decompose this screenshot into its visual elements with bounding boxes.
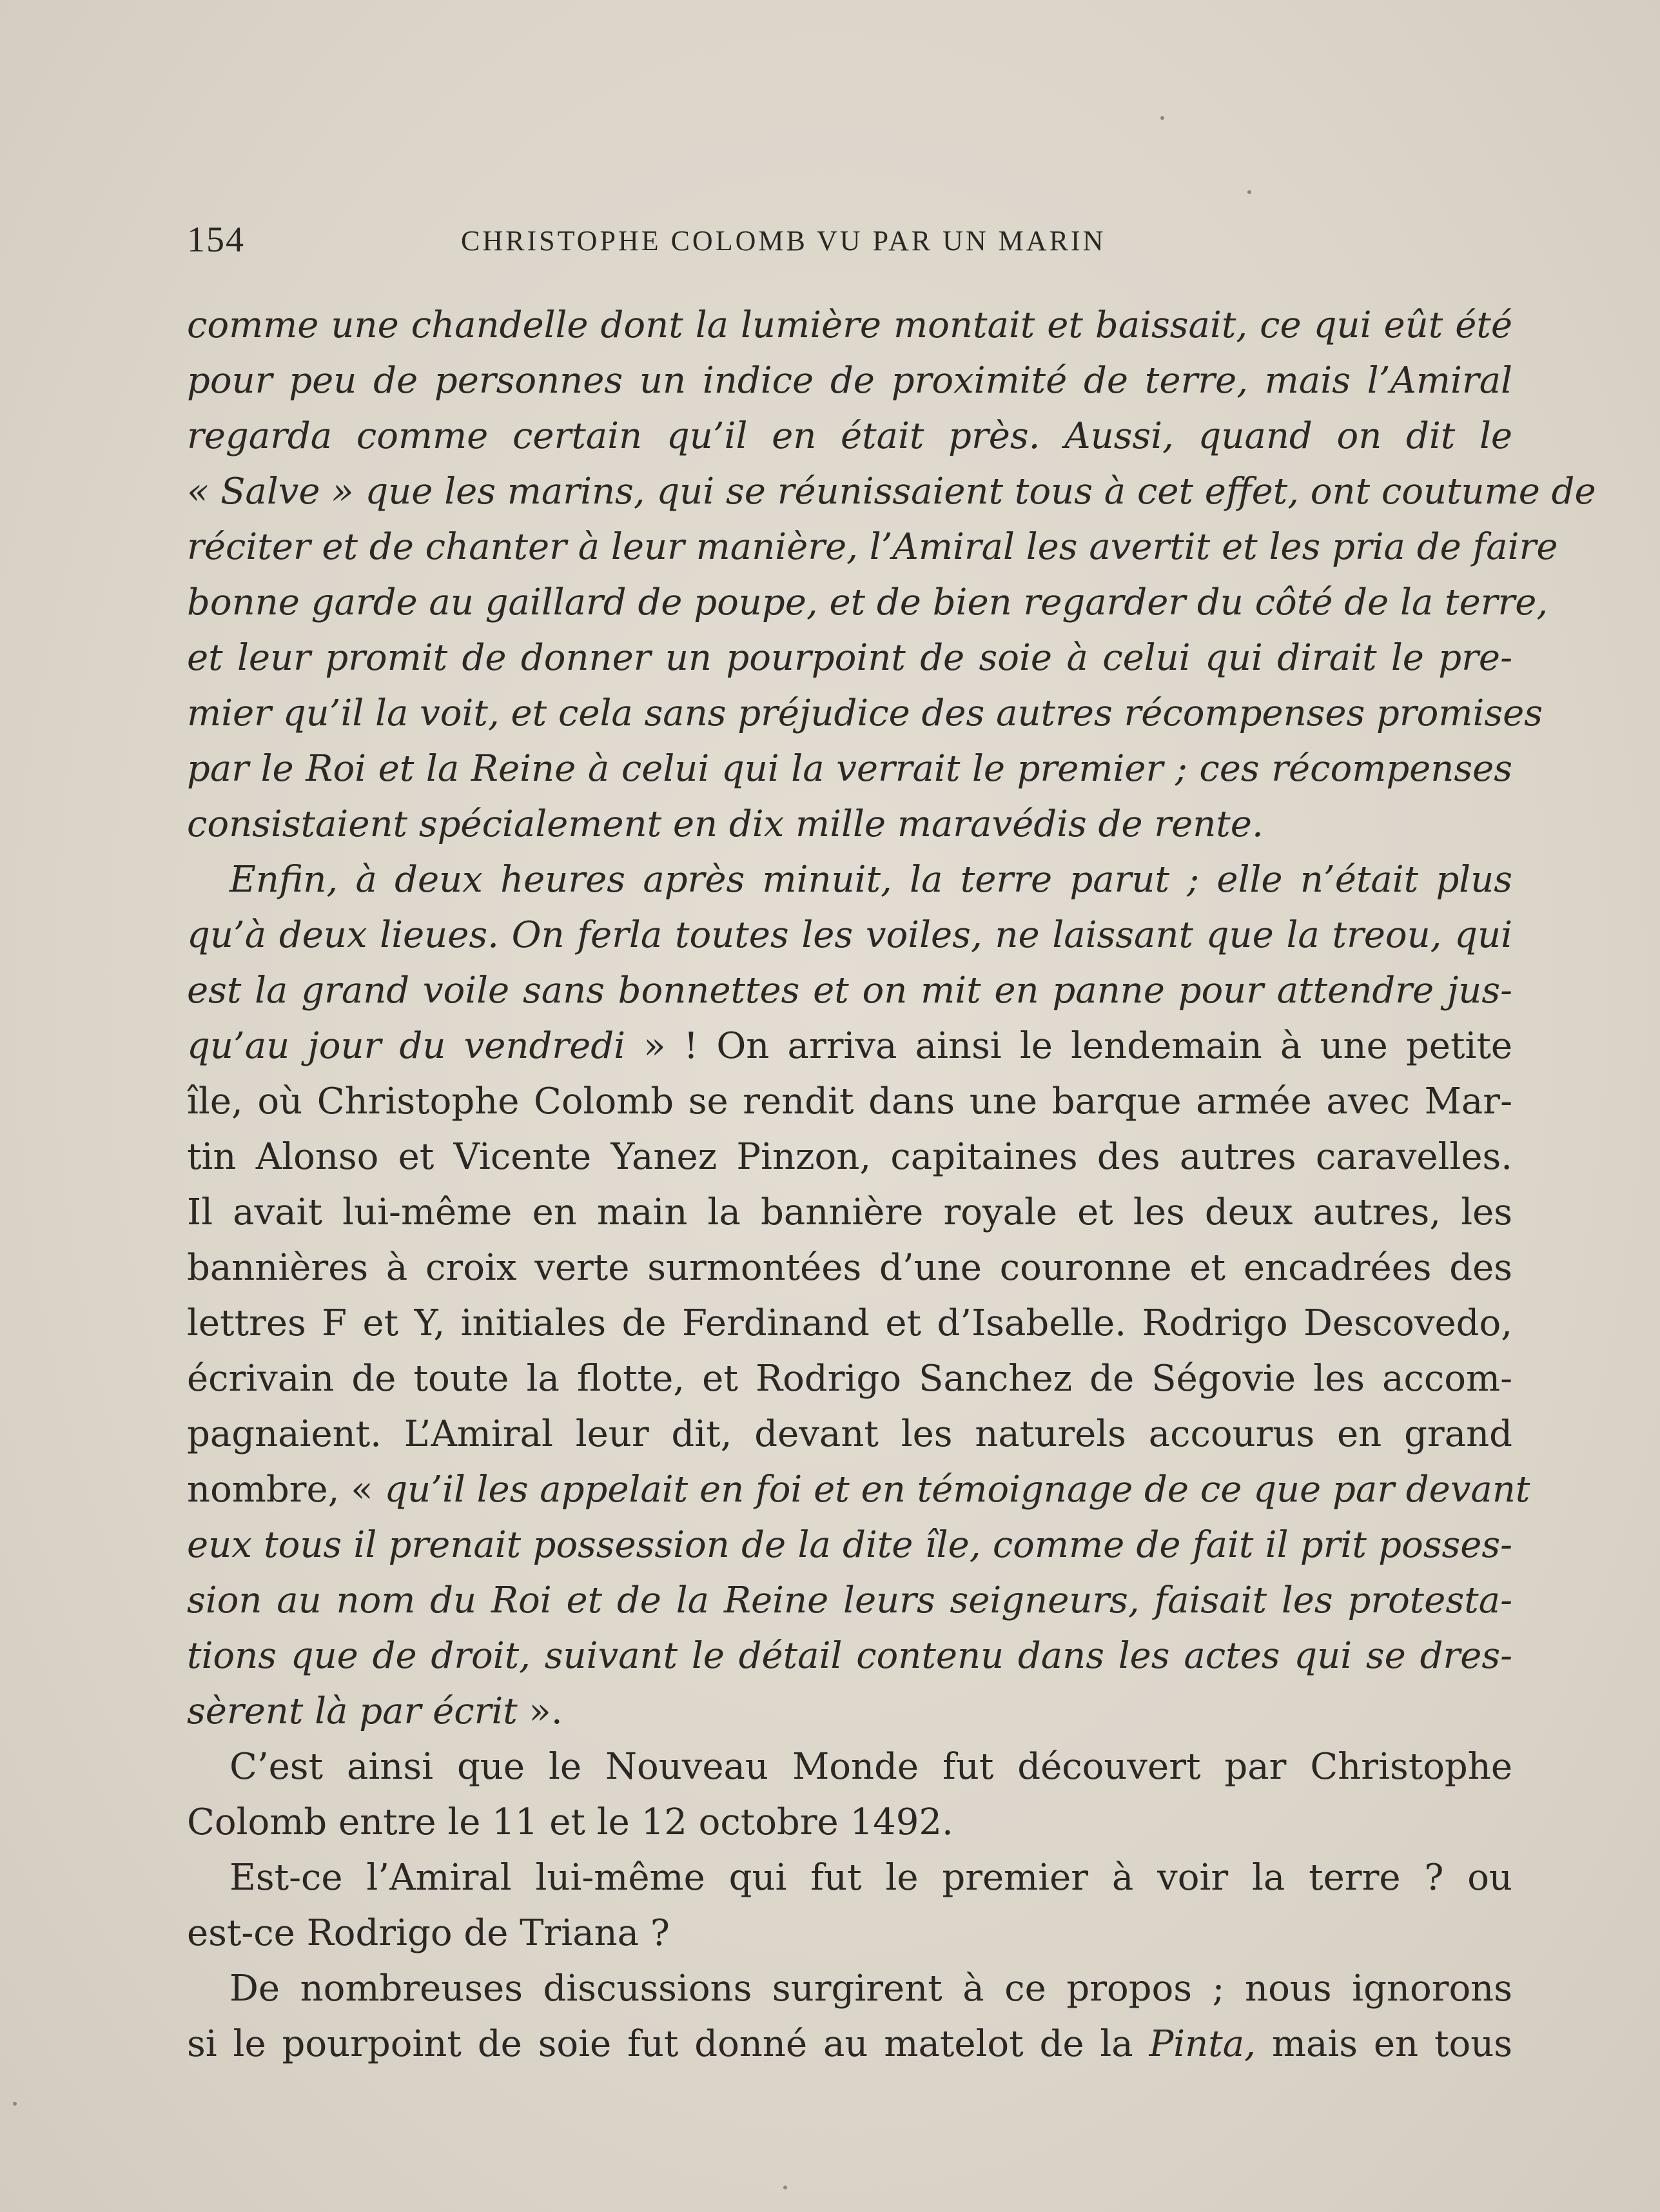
text-line	[187, 1019, 1512, 1074]
text-line: lettres F et Y, initiales de Ferdinand et d’Isabelle. Rodrigo Descovedo,	[187, 1302, 1512, 1344]
italic-span: qu’au jour du vendredi	[187, 1025, 625, 1067]
text-span: ».	[517, 1690, 563, 1732]
text-line: tions que de droit, suivant le détail contenu dans les actes qui se dres-	[187, 1635, 1512, 1677]
text-line: qu’à deux lieues. On ferla toutes les voiles, ne laissant que la treou, qui	[187, 914, 1512, 956]
text-line: pagnaient. L’Amiral leur dit, devant les naturels accourus en grand	[187, 1413, 1512, 1455]
italic-span: sèrent là par écrit	[187, 1690, 518, 1732]
text-span: mais en tous	[1255, 2023, 1512, 2065]
text-line: consistaient spécialement en dix mille maravédis de rente.	[187, 803, 1264, 845]
text-line	[187, 1684, 1512, 1739]
text-line: par le Roi et la Reine à celui qui la verrait le premier ; ces récompenses	[187, 748, 1512, 790]
running-head: CHRISTOPHE COLOMB VU PAR UN MARIN	[461, 225, 1106, 257]
text-line: réciter et de chanter à leur manière, l’Amiral les avertit et les pria de faire	[187, 526, 1558, 568]
text-line: De nombreuses discussions surgirent à ce propos ; nous ignorons	[229, 1968, 1512, 2010]
text-line: Enfin, à deux heures après minuit, la terre parut ; elle n’était plus	[229, 859, 1512, 901]
body-text	[187, 298, 1596, 2072]
text-line: pour peu de personnes un indice de proximité de terre, mais l’Amiral	[187, 360, 1512, 402]
text-line: mier qu’il la voit, et cela sans préjudice des autres récompenses promises	[187, 692, 1543, 734]
text-line: Est-ce l’Amiral lui-même qui fut le premier à voir la terre ? ou	[229, 1857, 1512, 1899]
text-line: Colomb entre le 11 et le 12 octobre 1492.	[187, 1801, 953, 1843]
page-header	[187, 219, 1244, 271]
page-number: 154	[187, 220, 245, 260]
text-line: est la grand voile sans bonnettes et on mit en panne pour attendre jus-	[187, 970, 1512, 1012]
text-line: comme une chandelle dont la lumière montait et baissait, ce qui eût été	[187, 304, 1512, 346]
paper-speck	[1160, 116, 1164, 120]
italic-span: Pinta,	[1149, 2023, 1256, 2065]
text-line: bonne garde au gaillard de poupe, et de bien regarder du côté de la terre,	[187, 582, 1548, 623]
text-line	[187, 2017, 1512, 2072]
text-line: C’est ainsi que le Nouveau Monde fut découvert par Christophe	[229, 1746, 1512, 1788]
text-line: Il avait lui-même en main la bannière royale et les deux autres, les	[187, 1191, 1512, 1233]
paper-speck	[1247, 190, 1251, 194]
paper-speck	[13, 2102, 17, 2106]
text-line: tin Alonso et Vicente Yanez Pinzon, capitaines des autres caravelles.	[187, 1136, 1512, 1178]
text-line: eux tous il prenait possession de la dite île, comme de fait il prit posses-	[187, 1524, 1512, 1566]
text-line	[187, 1462, 1530, 1518]
paper-speck	[783, 2186, 787, 2189]
text-line: est-ce Rodrigo de Triana ?	[187, 1912, 670, 1954]
text-span: si le pourpoint de soie fut donné au matelot de la	[187, 2023, 1149, 2065]
italic-span: qu’il les appelait en foi et en témoignage de ce que par devant	[384, 1469, 1530, 1511]
text-span: nombre, «	[187, 1469, 385, 1511]
text-line: et leur promit de donner un pourpoint de soie à celui qui dirait le pre-	[187, 637, 1512, 679]
text-span: » ! On arriva ainsi le lendemain à une petite	[625, 1025, 1512, 1067]
text-line: regarda comme certain qu’il en était près. Aussi, quand on dit le	[187, 415, 1512, 457]
text-line: bannières à croix verte surmontées d’une couronne et encadrées des	[187, 1247, 1512, 1289]
text-line: « Salve » que les marins, qui se réunissaient tous à cet effet, ont coutume de	[187, 471, 1596, 513]
text-line: île, où Christophe Colomb se rendit dans une barque armée avec Mar-	[187, 1081, 1512, 1122]
text-line: sion au nom du Roi et de la Reine leurs seigneurs, faisait les protesta-	[187, 1580, 1512, 1621]
text-line: écrivain de toute la flotte, et Rodrigo Sanchez de Ségovie les accom-	[187, 1358, 1512, 1400]
